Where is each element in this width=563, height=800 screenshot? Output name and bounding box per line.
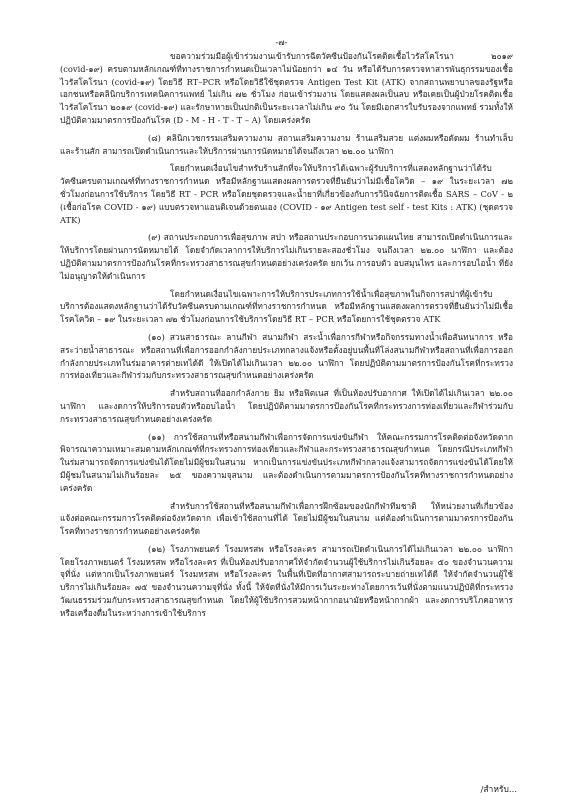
paragraph-spa-water-conditions: โดยกำหนดเงื่อนไขเฉพาะการให้บริการประเภทการใช้น้ำเพื่อสุขภาพในกิจการสปาที่ผู้เข้ารับบริการต้องแสดงหลักฐานว่าได้รับวัคซีนครบตามเกณฑ์ที่ทางราชการกำหนด หรือมีหลักฐานแสดงผลการตรวจที่ยืนยันว่าไม่มีเชื้อโรคโควิด – ๑๙ ในระยะเวลา ๗๒ ชั่วโมงก่อนการใช้บริการโดยวิธี RT – PCR หรือโดยการใช้ชุดตรวจ ATK	[60, 288, 513, 325]
page-number: -๗-	[275, 38, 288, 48]
paragraph-item-11-competitions: (๑๑) การใช้สถานที่หรือสนามกีฬาเพื่อการจัดการแข่งขันกีฬา ให้คณะกรรมการโรคติดต่อจังหวัดตาก พิจารณาความเหมาะสมตามหลักเกณฑ์ที่กระทรวงการท่องเที่ยวและกีฬาและกระทรวงสาธารณสุขกำหนด โดยกรณีประเภทกีฬาในร่มสามารถจัดการแข่งขันได้โดยไม่มีผู้ชมในสนาม หากเป็นการแข่งขันประเภทกีฬากลางแจ้งสามารถจัดการแข่งขันได้โดยให้มีผู้ชมในสนามไม่เกินร้อยละ ๒๕ ของความจุสนาม และต้องดำเนินการตามมาตรการป้องกันโรคที่ทางราชการกำหนดอย่างเคร่งครัด	[60, 431, 513, 493]
paragraph-tattoo-conditions: โดยกำหนดเงื่อนไขสำหรับร้านสักที่จะให้บริการได้เฉพาะผู้รับบริการที่แสดงหลักฐานว่าได้รับวัคซีนครบตามเกณฑ์ที่ทางราชการกำหนด หรือมีหลักฐานแสดงผลการตรวจที่ยืนยันว่าไม่มีเชื้อโควิด – ๑๙ ในระยะเวลา ๗๒ ชั่วโมงก่อนการใช้บริการ โดยวิธี RT - PCR หรือโดยชุดตรวจและน้ำยาที่เกี่ยวข้องกับการวินิจฉัยการติดเชื้อ SARS – CoV - ๒ (เชื้อก่อโรค COVID - ๑๙) แบบตรวจหาแอนติเจนด้วยตนเอง (COVID - ๑๙ Antigen test self - test Kits : ATK) (ชุดตรวจ ATK)	[60, 163, 513, 225]
paragraph-item-9-spa: (๙) สถานประกอบการเพื่อสุขภาพ สปา หรือสถานประกอบการนวดแผนไทย สามารถเปิดดำเนินการและให้บริการโดยผ่านการนัดหมายได้ โดยจำกัดเวลาการให้บริการไม่เกินรายละสองชั่วโมง จนถึงเวลา ๒๒.๐๐ นาฬิกา และต้องปฏิบัติตามมาตรการป้องกันโรคที่กระทรวงสาธารณสุขกำหนดอย่างเคร่งครัด ยกเว้น การอบตัว อบสมุนไพร และการอบไอน้ำ ที่ยังไม่อนุญาตให้ดำเนินการ	[60, 232, 513, 281]
paragraph-item-8-beauty-clinics: (๘) คลินิกเวชกรรมเสริมความงาม สถานเสริมความงาม ร้านเสริมสวย แต่งผมหรือตัดผม ร้านทำเล็บ และร้านสัก สามารถเปิดดำเนินการและให้บริการผ่านการนัดหมายได้จนถึงเวลา ๒๒.๐๐ นาฬิกา	[60, 132, 513, 156]
paragraph-covid-requirements: ขอความร่วมมือผู้เข้าร่วมงานเข้ารับการฉีดวัคซีนป้องกันโรคติดเชื้อไวรัสโคโรนา ๒๐๑๙ (covid-๑๙) ครบตามหลักเกณฑ์ที่ทางราชการกำหนดเป็นเวลาไม่น้อยกว่า ๑๔ วัน หรือได้รับการตรวจหาสารพันธุกรรมของเชื้อไวรัสโคโรนา (covid-๑๙) โดยวิธี RT–PCR หรือโดยวิธีใช้ชุดตรวจ Antigen Test Kit (ATK) จากสถานพยาบาลของรัฐหรือเอกชนหรือคลินิกบริการเทคนิคการแพทย์ ไม่เกิน ๗๒ ชั่วโมง ก่อนเข้าร่วมงาน โดยแสดงผลเป็นลบ หรือเคยเป็นผู้ป่วยโรคติดเชื้อไวรัสโคโรนา ๒๐๑๙ (covid-๑๙) และรักษาหายเป็นปกติเป็นระยะเวลาไม่เกิน ๙๐ วัน โดยมีเอกสารใบรับรองจากแพทย์ รวมทั้งให้ปฏิบัติตามมาตรการป้องกันโรค (D - M - H - T - T – A) โดยเคร่งครัด	[60, 51, 513, 125]
paragraph-item-10-sports-venues: (๑๐) สวนสาธารณะ ลานกีฬา สนามกีฬา สระน้ำเพื่อการกีฬาหรือกิจกรรมทางน้ำเพื่อสันทนาการ หรือสระว่ายน้ำสาธารณะ หรือสถานที่เพื่อการออกกำลังกายประเภทกลางแจ้งหรือตั้งอยู่บนพื้นที่โล่งสนามกีฬาหรือสถานที่เพื่อการออกกำลังกายประเภทในร่มอาคารต่ายเทได้ดี ให้เปิดได้ไม่เกินเวลา ๒๒.๐๐ นาฬิกา โดยปฏิบัติตามมาตรการป้องกันโรคที่กระทรวงการท่องเที่ยวและกีฬาร่วมกับกระทรวงสาธารณสุขกำหนดอย่างเคร่งครัด	[60, 331, 513, 381]
paragraph-gym-fitness: สำหรับสถานที่ออกกำลังกาย ยิม หรือฟิตเนส ที่เป็นห้องปรับอากาศ ให้เปิดได้ไม่เกินเวลา ๒๒.๐๐ นาฬิกา และงดการให้บริการอบตัวหรืออบไอน้ำ โดยปฏิบัติตามมาตรการป้องกันโรคที่กระทรวงการท่องเที่ยวและกีฬาร่วมกับกระทรวงสาธารณสุขกำหนดอย่างเคร่งครัด	[60, 388, 513, 424]
paragraph-national-team-training: สำหรับการใช้สถานที่หรือสนามกีฬาเพื่อการฝึกซ้อมของนักกีฬาทีมชาติ ให้หน่วยงานที่เกี่ยวข้องแจ้งต่อคณะกรรมการโรคติดต่อจังหวัดตาก เพื่อเข้าใช้สถานที่ได้ โดยไม่มีผู้ชมในสนาม แต่ต้องดำเนินการตามมาตรการป้องกันโรคที่ทางราชการกำหนดอย่างเคร่งครัด	[60, 500, 513, 537]
continuation-marker: /สำหรับ...	[480, 785, 517, 795]
paragraph-item-12-cinemas: (๑๒) โรงภาพยนตร์ โรงมหรสพ หรือโรงละคร สามารถเปิดดำเนินการได้ไม่เกินเวลา ๒๒.๐๐ นาฬิกา โดยโรงภาพยนตร์ โรงมหรสพ หรือโรงละคร ที่เป็นห้องปรับอากาศให้จำกัดจำนวนผู้ใช้บริการไม่เกินร้อยละ ๕๐ ของจำนวนความจุที่นั่ง แต่หากเป็นโรงภาพยนตร์ โรงมหรสพ หรือโรงละคร ในพื้นที่เปิดที่อากาศสามารถระบายถ่ายเทได้ดี ให้จำกัดจำนวนผู้ใช้บริการไม่เกินร้อยละ ๗๕ ของจำนวนความจุที่นั่ง ทั้งนี้ ให้จัดที่นั่งให้มีการเว้นระยะห่างโดยการเว้นที่นั่งตามแนวปฏิบัติที่กระทรวงวัฒนธรรมร่วมกับกระทรวงสาธารณสุขกำหนด โดยให้ผู้ใช้บริการสวมหน้ากากอนามัยหรือหน้ากากผ้า และงดการบริโภคอาหารหรือเครื่องดื่มในระหว่างการเข้าใช้บริการ	[60, 543, 513, 618]
document-body	[60, 50, 513, 625]
